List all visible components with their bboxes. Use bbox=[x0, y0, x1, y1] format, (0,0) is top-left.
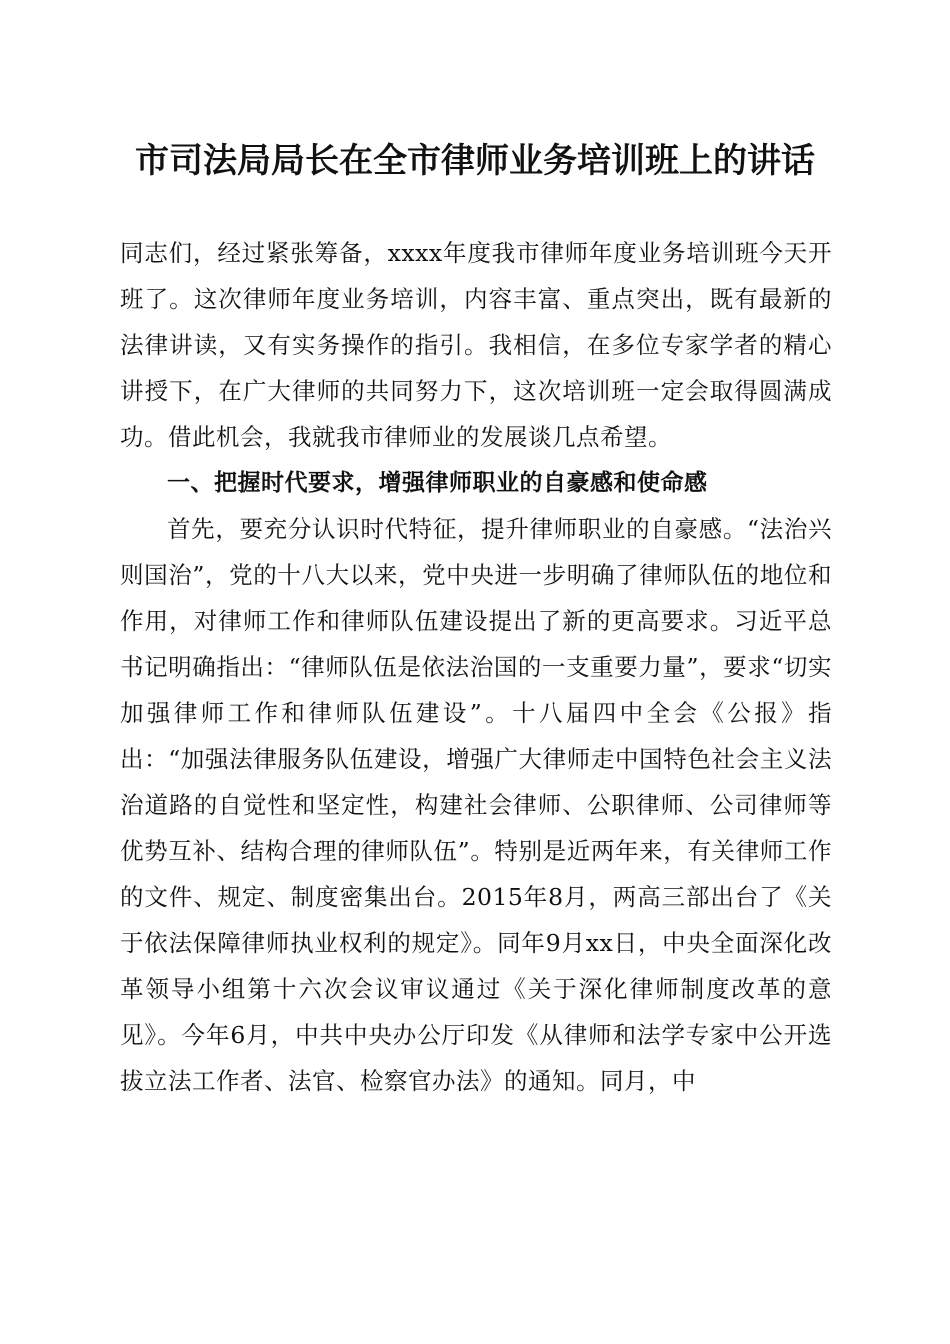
section-heading-1: 一、把握时代要求，增强律师职业的自豪感和使命感 bbox=[167, 470, 708, 496]
document-body bbox=[120, 230, 832, 1104]
intro-paragraph: 同志们，经过紧张筹备，xxxx年度我市律师年度业务培训班今天开班了。这次律师年度业务培训，内容丰富、重点突出，既有最新的法律讲读，又有实务操作的指引。我相信，在多位专家学者的精心讲授下，在广大律师的共同努力下，这次培训班一定会取得圆满成功。借此机会，我就我市律师业的发展谈几点希望。 bbox=[120, 239, 832, 451]
document-title: 市司法局局长在全市律师业务培训班上的讲话 bbox=[135, 141, 815, 181]
section-1-paragraph-1: 首先，要充分认识时代特征，提升律师职业的自豪感。“法治兴则国治”，党的十八大以来，党中央进一步明确了律师队伍的地位和作用，对律师工作和律师队伍建设提出了新的更高要求。习近平总书记明确指出：“律师队伍是依法治国的一支重要力量”，要求“切实加强律师工作和律师队伍建设”。十八届四中全会《公报》指出：“加强法律服务队伍建设，增强广大律师走中国特色社会主义法治道路的自觉性和坚定性，构建社会律师、公职律师、公司律师等优势互补、结构合理的律师队伍”。特别是近两年来，有关律师工作的文件、规定、制度密集出台。2015年8月，两高三部出台了《关于依法保障律师执业权利的规定》。同年9月xx日，中央全面深化改革领导小组第十六次会议审议通过《关于深化律师制度改革的意见》。今年6月，中共中央办公厅印发《从律师和法学专家中公开选拔立法工作者、法官、检察官办法》的通知。同月，中 bbox=[120, 515, 832, 1095]
